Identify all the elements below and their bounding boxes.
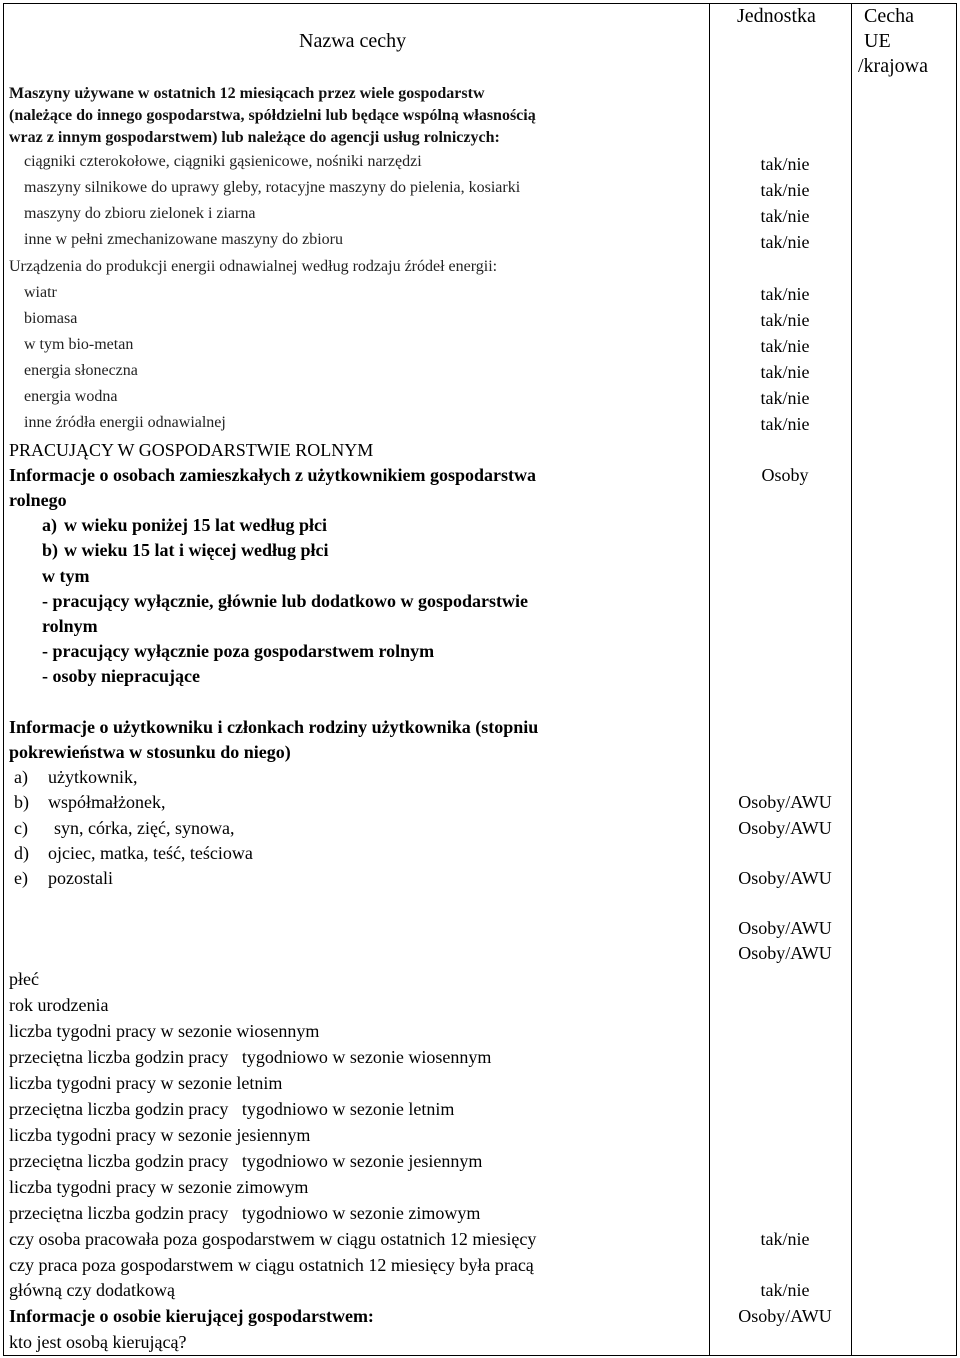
family-unit: Osoby/AWU xyxy=(738,943,832,963)
energy-item-label: wiatr xyxy=(24,284,57,301)
energy-intro: Urządzenia do produkcji energii odnawialnej według rodzaju źródeł energii: xyxy=(9,258,498,275)
table-border-top xyxy=(3,3,957,4)
family-member xyxy=(14,843,253,863)
energy-item-label: energia wodna xyxy=(24,388,118,405)
attribute-item: liczba tygodni pracy w sezonie letnim xyxy=(9,1073,283,1093)
energy-item-unit: tak/nie xyxy=(760,414,810,434)
attribute-item: płeć xyxy=(9,969,39,989)
main-or-side-unit: tak/nie xyxy=(760,1280,810,1300)
energy-item-unit: tak/nie xyxy=(760,388,810,408)
residents-intro-line2: rolnego xyxy=(9,490,67,510)
family-unit: Osoby/AWU xyxy=(738,792,832,812)
family-member-label: pozostali xyxy=(48,868,113,888)
manager-unit: Osoby/AWU xyxy=(738,1306,832,1326)
work-status-line: - osoby niepracujące xyxy=(42,666,200,686)
of-which-label: w tym xyxy=(42,566,90,586)
family-member-letter: d) xyxy=(14,843,29,863)
family-member xyxy=(14,868,113,888)
machinery-item-unit: tak/nie xyxy=(760,232,810,252)
attribute-item: przeciętna liczba godzin pracy tygodniowo w sezonie zimowym xyxy=(9,1203,481,1223)
machinery-item-unit: tak/nie xyxy=(760,180,810,200)
machinery-intro-line3: wraz z innym gospodarstwem) lub należące do agencji usług rolniczych: xyxy=(9,129,500,146)
attribute-item: przeciętna liczba godzin pracy tygodniowo w sezonie wiosennym xyxy=(9,1047,492,1067)
machinery-item-label: maszyny silnikowe do uprawy gleby, rotacyjne maszyny do pielenia, kosiarki xyxy=(24,179,521,196)
energy-item-label: inne źródła energii odnawialnej xyxy=(24,414,226,431)
outside-work-question: czy osoba pracowała poza gospodarstwem w ciągu ostatnich 12 miesięcy xyxy=(9,1229,537,1249)
energy-item-unit: tak/nie xyxy=(760,336,810,356)
residents-unit: Osoby xyxy=(761,465,809,485)
age-group-b xyxy=(42,540,328,560)
machinery-item-label: inne w pełni zmechanizowane maszyny do zbioru xyxy=(24,231,343,248)
family-member-label: ojciec, matka, teść, teściowa xyxy=(48,843,253,863)
age-group-b-label: w wieku 15 lat i więcej według płci xyxy=(64,540,329,560)
family-member-label: współmałżonek, xyxy=(48,792,166,812)
energy-item-unit: tak/nie xyxy=(760,362,810,382)
column-divider-name-unit xyxy=(709,3,710,1355)
header-eu-column-line1: Cecha xyxy=(864,5,914,27)
age-group-a-letter: a) xyxy=(42,515,57,535)
work-status-line: rolnym xyxy=(42,616,98,636)
energy-item-label: energia słoneczna xyxy=(24,362,138,379)
machinery-intro-line1: Maszyny używane w ostatnich 12 miesiącach przez wiele gospodarstw xyxy=(9,85,485,102)
family-member-letter: e) xyxy=(14,868,28,888)
energy-item-unit: tak/nie xyxy=(760,284,810,304)
family-member xyxy=(14,792,165,812)
family-member-letter: a) xyxy=(14,767,28,787)
header-unit-column: Jednostka xyxy=(737,5,816,27)
family-member xyxy=(14,767,138,787)
attribute-item: liczba tygodni pracy w sezonie jesiennym xyxy=(9,1125,311,1145)
header-eu-column-line3: /krajowa xyxy=(858,55,928,77)
family-member xyxy=(14,818,234,838)
table-border-bottom xyxy=(3,1355,957,1356)
energy-item-label: w tym bio-metan xyxy=(24,336,134,353)
main-or-side-question-line1: czy praca poza gospodarstwem w ciągu ostatnich 12 miesięcy była pracą xyxy=(9,1255,534,1275)
family-unit: Osoby/AWU xyxy=(738,918,832,938)
attribute-item: liczba tygodni pracy w sezonie wiosennym xyxy=(9,1021,320,1041)
attribute-item: liczba tygodni pracy w sezonie zimowym xyxy=(9,1177,309,1197)
header-eu-column-line2: UE xyxy=(864,30,891,52)
attribute-item: przeciętna liczba godzin pracy tygodniowo w sezonie jesiennym xyxy=(9,1151,483,1171)
attribute-item: rok urodzenia xyxy=(9,995,109,1015)
header-name-column: Nazwa cechy xyxy=(299,30,407,52)
age-group-a xyxy=(42,515,327,535)
family-intro-line1: Informacje o użytkowniku i członkach rodziny użytkownika (stopniu xyxy=(9,717,539,737)
family-intro-line2: pokrewieństwa w stosunku do niego) xyxy=(9,742,291,762)
machinery-item-unit: tak/nie xyxy=(760,154,810,174)
family-unit: Osoby/AWU xyxy=(738,818,832,838)
attribute-item: przeciętna liczba godzin pracy tygodniowo w sezonie letnim xyxy=(9,1099,455,1119)
residents-intro-line1: Informacje o osobach zamieszkałych z użytkownikiem gospodarstwa xyxy=(9,465,536,485)
age-group-b-letter: b) xyxy=(42,540,59,560)
table-border-right xyxy=(956,3,957,1355)
family-member-label: syn, córka, zięć, synowa, xyxy=(54,818,235,838)
outside-work-unit: tak/nie xyxy=(760,1229,810,1249)
manager-section-title: Informacje o osobie kierującej gospodarstwem: xyxy=(9,1306,374,1326)
main-or-side-question-line2: główną czy dodatkową xyxy=(9,1280,175,1300)
family-member-letter: c) xyxy=(14,818,28,838)
family-member-label: użytkownik, xyxy=(48,767,138,787)
machinery-item-label: maszyny do zbioru zielonek i ziarna xyxy=(24,205,256,222)
table-border-left xyxy=(3,3,4,1355)
manager-question: kto jest osobą kierującą? xyxy=(9,1332,187,1352)
machinery-intro-line2: (należące do innego gospodarstwa, spółdzielni lub będące wspólną własnością xyxy=(9,107,536,124)
age-group-a-label: w wieku poniżej 15 lat według płci xyxy=(64,515,328,535)
family-member-letter: b) xyxy=(14,792,29,812)
machinery-item-unit: tak/nie xyxy=(760,206,810,226)
work-status-line: - pracujący wyłącznie, głównie lub dodatkowo w gospodarstwie xyxy=(42,591,529,611)
energy-item-label: biomasa xyxy=(24,310,78,327)
machinery-item-label: ciągniki czterokołowe, ciągniki gąsienicowe, nośniki narzędzi xyxy=(24,153,422,170)
family-unit: Osoby/AWU xyxy=(738,868,832,888)
workers-section-title: PRACUJĄCY W GOSPODARSTWIE ROLNYM xyxy=(9,440,374,460)
work-status-line: - pracujący wyłącznie poza gospodarstwem rolnym xyxy=(42,641,435,661)
energy-item-unit: tak/nie xyxy=(760,310,810,330)
